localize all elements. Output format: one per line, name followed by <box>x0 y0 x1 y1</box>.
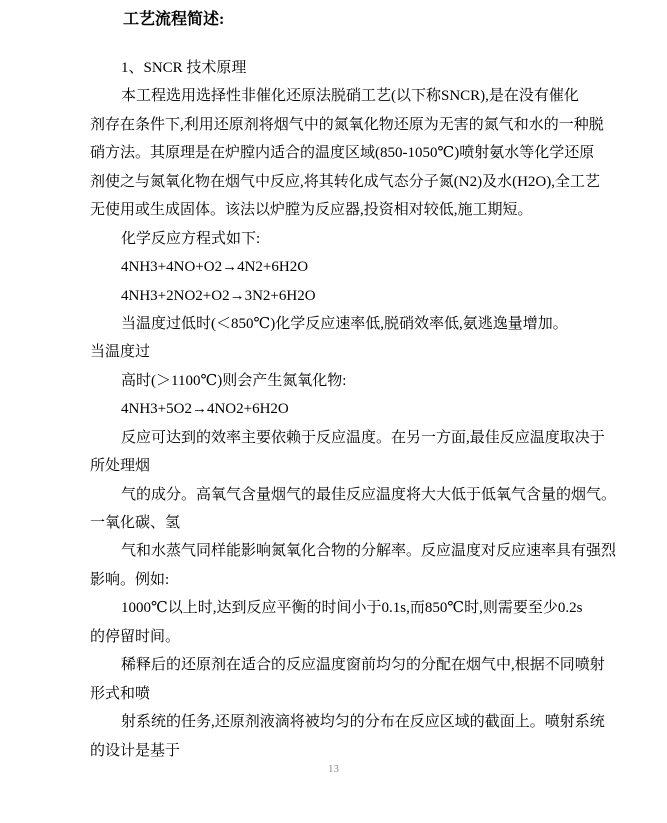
document-title: 工艺流程简述: <box>123 11 225 28</box>
text-line: 的停留时间。 <box>90 628 181 645</box>
text-line: 当温度过 <box>90 344 151 361</box>
text-line: 剂存在条件下,利用还原剂将烟气中的氮氧化物还原为无害的氮气和水的一种脱 <box>90 116 604 133</box>
text-line: 所处理烟 <box>90 458 151 475</box>
text-line: 稀释后的还原剂在适合的反应温度窗前均匀的分配在烟气中,根据不同喷射 <box>121 657 605 674</box>
text-line: 化学反应方程式如下: <box>121 230 261 247</box>
text-line: 剂使之与氮氧化物在烟气中反应,将其转化成气态分子氮(N2)及水(H2O),全工艺 <box>90 173 600 190</box>
text-line: 4NH3+4NO+O2→4N2+6H2O <box>121 259 309 276</box>
text-line: 无使用或生成固体。该法以炉膛为反应器,投资相对较低,施工期短。 <box>90 202 533 219</box>
text-line: 反应可达到的效率主要依赖于反应温度。在另一方面,最佳反应温度取决于 <box>121 429 605 446</box>
text-line: 射系统的任务,还原剂液滴将被均匀的分布在反应区域的截面上。喷射系统 <box>121 714 605 731</box>
text-line: 的设计是基于 <box>90 742 181 759</box>
text-line: 形式和喷 <box>90 685 151 702</box>
page-number: 13 <box>328 763 339 775</box>
text-line: 1000℃以上时,达到反应平衡的时间小于0.1s,而850℃时,则需要至少0.2s <box>121 600 583 617</box>
text-line: 硝方法。其原理是在炉膛内适合的温度区域(850-1050℃)喷射氨水等化学还原 <box>90 145 595 162</box>
text-line: 4NH3+5O2→4NO2+6H2O <box>121 401 289 418</box>
text-line: 气的成分。高氧气含量烟气的最佳反应温度将大大低于低氧气含量的烟气。 <box>121 486 617 503</box>
blank-line <box>90 34 607 54</box>
text-line: 1、SNCR 技术原理 <box>121 60 247 76</box>
text-line: 高时(＞1100℃)则会产生氮氧化物: <box>121 372 347 389</box>
text-line: 4NH3+2NO2+O2→3N2+6H2O <box>121 287 316 304</box>
text-line: 一氧化碳、氢 <box>90 515 181 531</box>
text-lines <box>90 54 617 765</box>
text-line: 当温度过低时(＜850℃)化学反应速率低,脱硝效率低,氨逃逸量增加。 <box>121 315 568 332</box>
text-line: 本工程选用选择性非催化还原法脱硝工艺(以下称SNCR),是在没有催化 <box>121 88 579 105</box>
text-line: 影响。例如: <box>90 571 170 588</box>
text-line: 气和水蒸气同样能影响氮氧化合物的分解率。反应温度对反应速率具有强烈 <box>121 543 617 560</box>
